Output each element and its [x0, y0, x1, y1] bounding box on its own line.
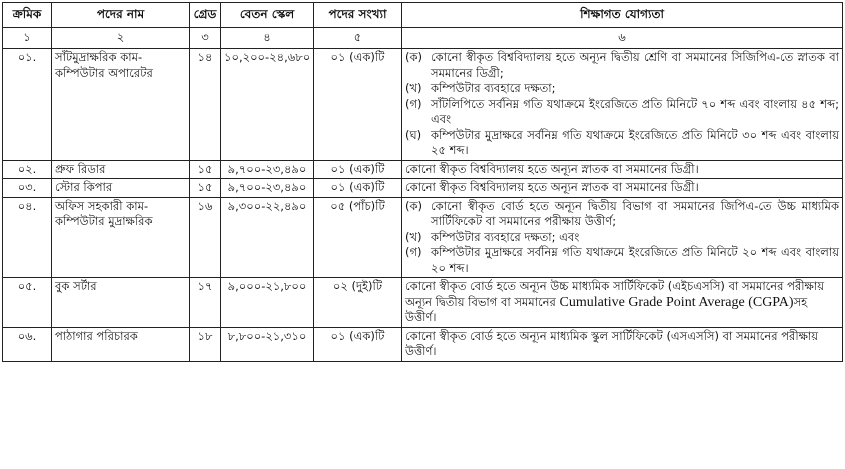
grade-cell: ১৬ [190, 197, 221, 278]
pay-scale-cell: ৮,৮০০-২১,৩১০ [221, 327, 314, 361]
qualification-cell [402, 197, 843, 278]
grade-cell: ১৫ [190, 160, 221, 179]
table-row [3, 197, 843, 278]
item-marker: (খ) [405, 229, 422, 244]
item-text: সাঁটলিপিতে সর্বনিম্ন গতি যথাক্রমে ইংরেজিতে প্রতি মিনিটে ৭০ শব্দ এবং বাংলায় ৪৫ শব্দ; এবং [431, 96, 839, 126]
table-row [3, 49, 843, 161]
qualification-text: কোনো স্বীকৃত বোর্ড হতে অন্যূন উচ্চ মাধ্যমিক সার্টিফিকেট (এইচএসসি) বা সমমানের পরীক্ষায় অন্যূন দ্বিতীয় বিভাগ বা সমমানের [405, 279, 824, 309]
grade-cell: ১৪ [190, 49, 221, 161]
item-marker: (ক) [405, 50, 423, 64]
pay-scale-cell: ৯,০০০-২১,৮০০ [221, 278, 314, 328]
post-name-cell: পাঠাগার পরিচারক [52, 327, 190, 361]
item-marker: (খ) [405, 81, 422, 95]
post-count-cell: ০২ (দুই)টি [314, 278, 402, 328]
header-row [3, 3, 843, 28]
item-marker: (ক) [405, 198, 423, 213]
table-row [3, 160, 843, 179]
item-marker: (গ) [405, 96, 422, 111]
column-number: ৩ [190, 28, 221, 49]
qualification-text-suffix: সহ উত্তীর্ণ। [405, 294, 808, 324]
item-text: কম্পিউটার মুদ্রাক্ষরে সর্বনিম্ন গতি যথাক্রমে ইংরেজিতে প্রতি মিনিটে ২০ শব্দ এবং বাংলায় ২০ শব্দ। [431, 245, 839, 275]
post-count-cell: ০১ (এক)টি [314, 49, 402, 161]
qualification-item [405, 97, 839, 128]
item-text: কম্পিউটার ব্যবহারে দক্ষতা; [431, 81, 556, 95]
post-count-cell: ০১ (এক)টি [314, 160, 402, 179]
qualification-item [405, 245, 839, 276]
column-number: ১ [3, 28, 52, 49]
qualification-item [405, 81, 839, 97]
item-marker: (গ) [405, 245, 422, 259]
qualification-english-text: Cumulative Grade Point Average (CGPA) [559, 294, 794, 310]
grade-cell: ১৮ [190, 327, 221, 361]
post-name-cell: বুক সর্টার [52, 278, 190, 328]
serial-cell: ০৪. [3, 197, 52, 278]
grade-cell: ১৫ [190, 179, 221, 198]
item-text: কোনো স্বীকৃত বোর্ড হতে অন্যূন দ্বিতীয় বিভাগ বা সমমানের জিপিএ-তে উচ্চ মাধ্যমিক সার্টিফিকেট বা সমমানের পরীক্ষায় উত্তীর্ণ; [431, 198, 839, 228]
qualification-cell: কোনো স্বীকৃত বিশ্ববিদ্যালয় হতে অন্যূন স্নাতক বা সমমানের ডিগ্রী। [402, 160, 843, 179]
pay-scale-cell: ৯,৩০০-২২,৪৯০ [221, 197, 314, 278]
column-number: ৫ [314, 28, 402, 49]
column-number: ৬ [402, 28, 843, 49]
grade-cell: ১৭ [190, 278, 221, 328]
header-post-count: পদের সংখ্যা [314, 3, 402, 28]
item-text: কম্পিউটার মুদ্রাক্ষরে সর্বনিম্ন গতি যথাক্রমে ইংরেজিতে প্রতি মিনিটে ৩০ শব্দ এবং বাংলায় ২৫ শব্দ। [431, 127, 839, 157]
column-number-row [3, 28, 843, 49]
qualification-cell [402, 278, 843, 328]
item-text: কম্পিউটার ব্যবহারে দক্ষতা; এবং [431, 229, 580, 244]
serial-cell: ০৬. [3, 327, 52, 361]
header-serial: ক্রমিক [3, 3, 52, 28]
table-row [3, 327, 843, 361]
item-marker: (ঘ) [405, 127, 422, 142]
qualification-cell: কোনো স্বীকৃত বোর্ড হতে অন্যূন মাধ্যমিক স্কুল সার্টিফিকেট (এসএসসি) বা সমমানের পরীক্ষায় উত্তীর্ণ। [402, 327, 843, 361]
header-qualification: শিক্ষাগত যোগ্যতা [402, 3, 843, 28]
header-grade: গ্রেড [190, 3, 221, 28]
post-count-cell: ০৫ (পাঁচ)টি [314, 197, 402, 278]
post-name-cell: প্রুফ রিডার [52, 160, 190, 179]
serial-cell: ০৫. [3, 278, 52, 328]
post-name-cell: অফিস সহকারী কাম-কম্পিউটার মুদ্রাক্ষরিক [52, 197, 190, 278]
qualification-item [405, 230, 839, 246]
table-row [3, 179, 843, 198]
qualification-item [405, 50, 839, 81]
post-name-cell: সাঁটমুদ্রাক্ষরিক কাম-কম্পিউটার অপারেটর [52, 49, 190, 161]
post-count-cell: ০১ (এক)টি [314, 179, 402, 198]
table-row [3, 278, 843, 328]
header-post-name: পদের নাম [52, 3, 190, 28]
qualification-cell [402, 49, 843, 161]
pay-scale-cell: ১০,২০০-২৪,৬৮০ [221, 49, 314, 161]
column-number: ২ [52, 28, 190, 49]
qualification-item [405, 199, 839, 230]
pay-scale-cell: ৯,৭০০-২৩,৪৯০ [221, 179, 314, 198]
pay-scale-cell: ৯,৭০০-২৩,৪৯০ [221, 160, 314, 179]
serial-cell: ০১. [3, 49, 52, 161]
post-name-cell: স্টোর কিপার [52, 179, 190, 198]
serial-cell: ০২. [3, 160, 52, 179]
qualification-item [405, 128, 839, 159]
post-count-cell: ০১ (এক)টি [314, 327, 402, 361]
item-text: কোনো স্বীকৃত বিশ্ববিদ্যালয় হতে অন্যূন দ্বিতীয় শ্রেণি বা সমমানের সিজিপিএ-তে স্নাতক বা সমমানের ডিগ্রী; [431, 50, 839, 80]
serial-cell: ০৩. [3, 179, 52, 198]
recruitment-table [2, 2, 843, 362]
qualification-cell: কোনো স্বীকৃত বিশ্ববিদ্যালয় হতে অন্যূন স্নাতক বা সমমানের ডিগ্রী। [402, 179, 843, 198]
column-number: ৪ [221, 28, 314, 49]
header-pay-scale: বেতন স্কেল [221, 3, 314, 28]
